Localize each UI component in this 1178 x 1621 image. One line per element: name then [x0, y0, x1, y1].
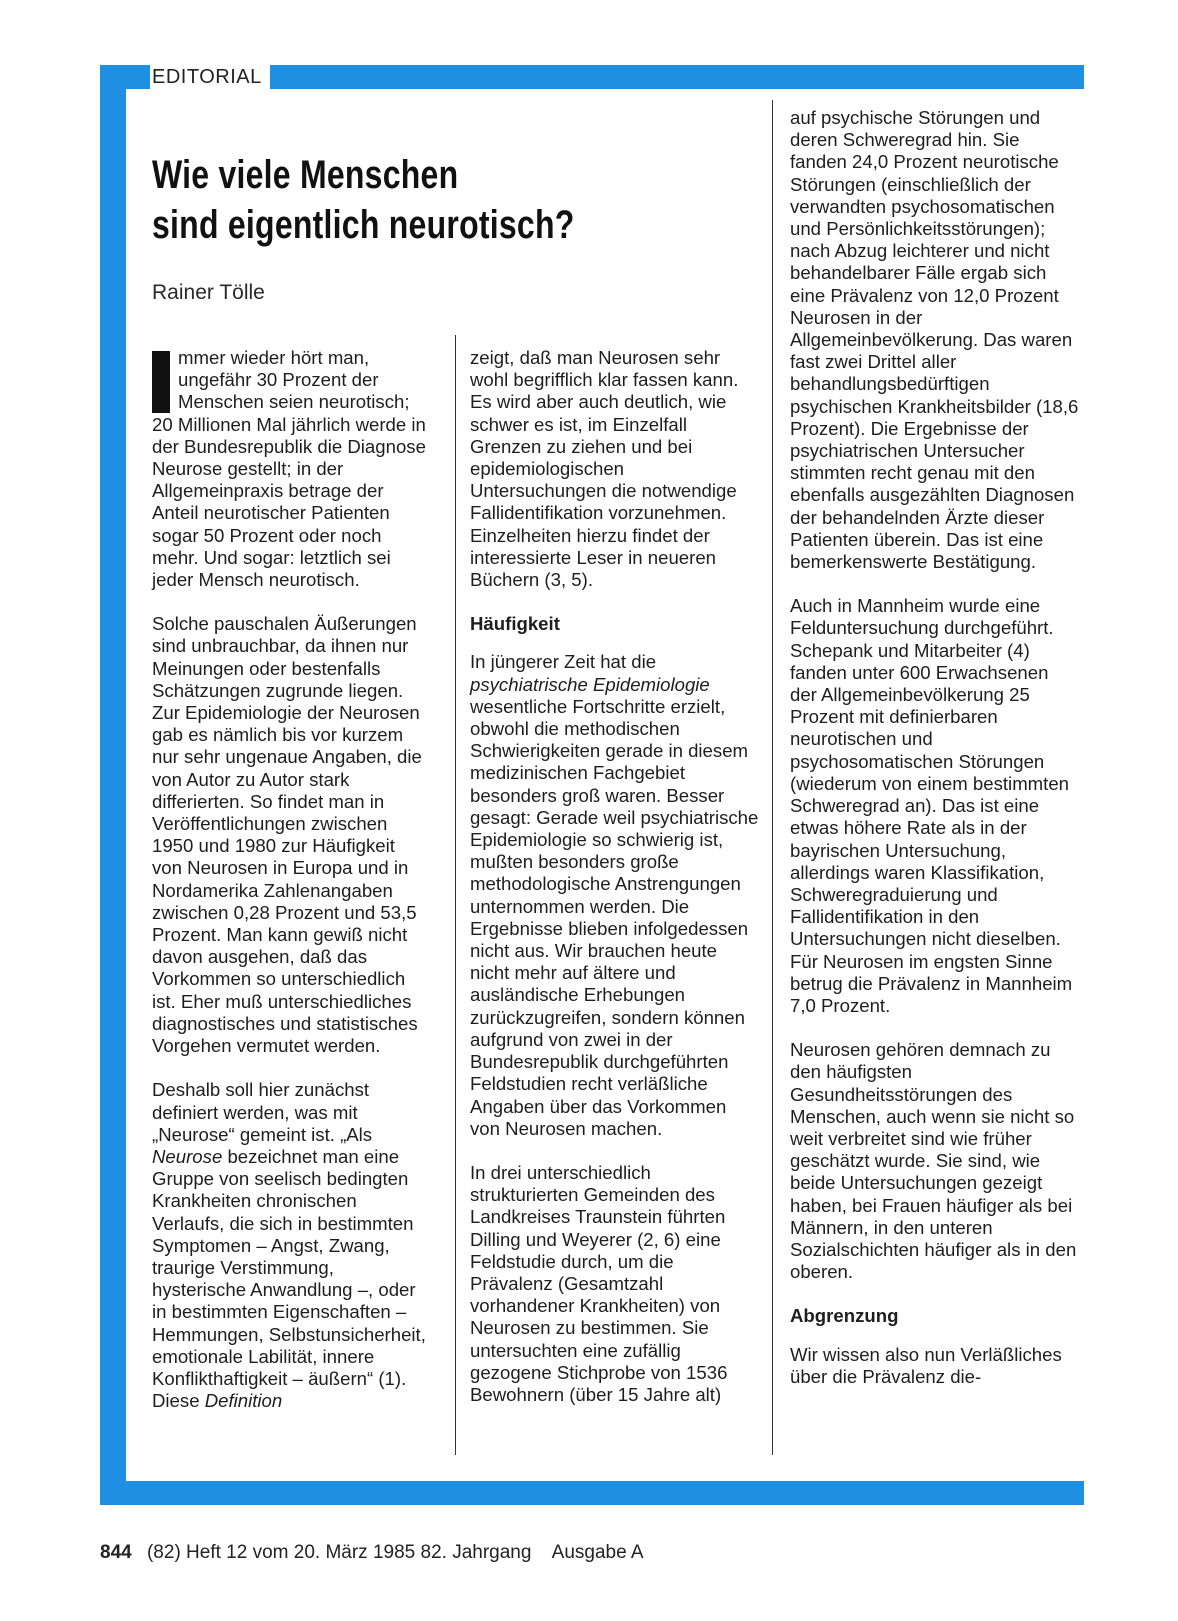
paragraph-text: wesentliche Fortschritte erzielt, obwohl die methodischen Schwierigkeiten gerade in diesem medizinischen Fachgebiet besonders groß waren. Besser gesagt: Gerade weil psychiatrische Epidemiologie so schwierig ist, mußten besonders große methodologische Anstrengungen unternommen werden. Die Ergebnisse blieben infolgedessen nicht aus. Wir brauchen heute nicht mehr auf ältere und ausländische Erhebungen zurückzugreifen, sondern können aufgrund von zwei in der Bundesrepublik durchgeführten Feldstudien recht verläßliche Angaben über das Vorkommen von Neurosen machen.	[470, 695, 759, 1139]
paragraph-text: bezeichnet man eine Gruppe von seelisch bedingten Krankheiten chronischen Verlaufs, die sich in bestimmten Symptomen – Angst, Zwang, traurige Verstimmung, hysterische Anwandlung –, oder in bestimmten Eigenschaften – Hemmungen, Selbstunsicherheit, emotionale Labilität, innere Konflikthaftigkeit – äußern“ (1). Diese	[152, 1145, 426, 1412]
title-line-1: Wie viele Menschen	[152, 153, 459, 197]
paragraph	[152, 347, 428, 591]
paragraph	[470, 651, 760, 1139]
emphasis-term: Definition	[204, 1390, 283, 1412]
paragraph-text: Deshalb soll hier zunächst definiert werden, was mit „Neurose“ gemeint ist. „Als	[152, 1079, 373, 1145]
text-column-1	[152, 347, 428, 1434]
article-title	[152, 150, 600, 250]
paragraph: Solche pauschalen Äußerungen sind unbrauchbar, da ihnen nur Meinungen oder bestenfalls Schätzungen zugrunde liegen. Zur Epidemiologie der Neurosen gab es nämlich bis vor kurzem nur sehr ungenaue Angaben, die von Autor zu Autor stark differierten. So findet man in Veröffentlichungen zwischen 1950 und 1980 zur Häufigkeit von Neurosen in Europa und in Nordamerika Zahlenangaben zwischen 0,28 Prozent und 53,5 Prozent. Man kann gewiß nicht davon ausgehen, daß das Vorkommen so unterschiedlich ist. Eher muß unterschiedliches diagnostisches und statistisches Vorgehen vermutet werden.	[152, 613, 422, 1057]
page-number: 844	[100, 1542, 132, 1563]
paragraph: Neurosen gehören demnach zu den häufigsten Gesundheitsstörungen des Menschen, auch wenn sie nicht so weit verbreitet sind wie früher geschätzt wurde. Sie sind, wie beide Untersuchungen gezeigt haben, bei Frauen häufiger als bei Männern, in den unteren Sozialschichten häufiger als in den oberen.	[790, 1039, 1077, 1283]
paragraph: In drei unterschiedlich strukturierten Gemeinden des Landkreises Traunstein führten Dilling und Weyerer (2, 6) eine Feldstudie durch, um die Prävalenz (Gesamtzahl vorhandener Krankheiten) von Neurosen zu bestimmen. Sie untersuchten eine zufällig gezogene Stichprobe von 1536 Bewohnern (über 15 Jahre alt)	[470, 1161, 728, 1405]
page-footer	[100, 1542, 644, 1564]
paragraph	[152, 1079, 428, 1412]
issue-info: (82) Heft 12 vom 20. März 1985 82. Jahrgang	[146, 1542, 532, 1563]
drop-cap-i	[152, 351, 170, 413]
text-column-3	[790, 107, 1080, 1410]
paragraph-text: In jüngerer Zeit hat die	[470, 651, 657, 673]
left-frame-bar	[100, 65, 126, 1505]
emphasis-term: psychiatrische Epidemiologie	[470, 673, 710, 695]
column-rule-1	[455, 335, 456, 1455]
paragraph: Wir wissen also nun Verläßliches über die Prävalenz die-	[790, 1343, 1062, 1387]
bottom-frame-bar	[100, 1481, 1084, 1505]
paragraph-text: mmer wieder hört man, ungefähr 30 Prozent der Menschen seien neurotisch; 20 Millionen Mal jährlich werde in der Bundesrepublik die Diagnose Neurose gestellt; in der Allgemeinpraxis betrage der Anteil neurotischer Patienten sogar 50 Prozent oder noch mehr. Und sogar: letztlich sei jeder Mensch neurotisch.	[152, 347, 426, 591]
column-rule-2	[772, 100, 773, 1455]
emphasis-term: Neurose	[152, 1145, 223, 1167]
section-label: EDITORIAL	[150, 64, 270, 90]
title-line-2: sind eigentlich neurotisch?	[152, 203, 575, 247]
edition-label: Ausgabe A	[551, 1542, 644, 1563]
paragraph: zeigt, daß man Neurosen sehr wohl begrifflich klar fassen kann. Es wird aber auch deutlich, wie schwer es ist, im Einzelfall Grenzen zu ziehen und bei epidemiologischen Untersuchungen die notwendige Fallidentifikation vorzunehmen. Einzelheiten hierzu findet der interessierte Leser in neueren Büchern (3, 5).	[470, 347, 739, 591]
text-column-2	[470, 347, 760, 1428]
section-heading: Abgrenzung	[790, 1305, 899, 1327]
paragraph: Auch in Mannheim wurde eine Felduntersuchung durchgeführt. Schepank und Mitarbeiter (4) fanden unter 600 Erwachsenen der Allgemeinbevölkerung 25 Prozent mit definierbaren neurotischen und psychosomatischen Störungen (wiederum von einem bestimmten Schweregrad an). Das ist eine etwas höhere Rate als in der bayrischen Untersuchung, allerdings waren Klassifikation, Schweregraduierung und Fallidentifikation in den Untersuchungen nicht dieselben. Für Neurosen im engsten Sinne betrug die Prävalenz in Mannheim 7,0 Prozent.	[790, 595, 1073, 1016]
author: Rainer Tölle	[152, 281, 265, 304]
paragraph: auf psychische Störungen und deren Schweregrad hin. Sie fanden 24,0 Prozent neurotische Störungen (einschließlich der verwandten psychosomatischen und Persönlichkeitsstörungen); nach Abzug leichterer und nicht behandelbarer Fälle ergab sich eine Prävalenz von 12,0 Prozent Neurosen in der Allgemeinbevölkerung. Das waren fast zwei Drittel aller behandlungsbedürftigen psychischen Krankheitsbilder (18,6 Prozent). Die Ergebnisse der psychiatrischen Untersucher stimmten recht genau mit den ebenfalls ausgezählten Diagnosen der behandelnden Ärzte dieser Patienten überein. Das ist eine bemerkenswerte Bestätigung.	[790, 107, 1079, 573]
section-heading: Häufigkeit	[470, 613, 560, 635]
